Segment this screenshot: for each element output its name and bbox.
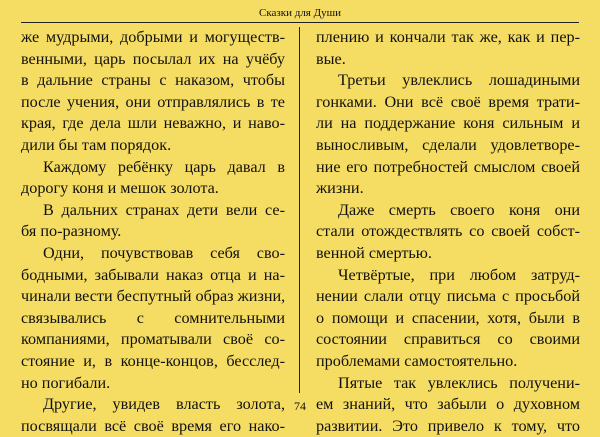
text-line: ние его потребностей смыслом своей xyxy=(316,157,580,176)
text-line: венной смертью. xyxy=(316,243,432,262)
text-line: стали отождествлять со своей собст- xyxy=(316,222,580,241)
text-line: дорогу коня и мешок золота. xyxy=(21,179,219,198)
text-line: состоянии справиться со своими xyxy=(316,330,580,349)
text-line: развитии. Это привело к тому, что xyxy=(316,416,580,435)
text-line: вые. xyxy=(316,49,346,68)
text-line: Пятые так увлеклись получени- xyxy=(338,373,580,392)
text-line: связывались с сомнительными xyxy=(21,308,285,327)
text-line: ли на поддержание коня сильным и xyxy=(316,114,580,133)
text-line: дили бы там порядок. xyxy=(21,135,172,154)
text-line: Каждому ребёнку царь давал в xyxy=(43,157,285,176)
text-line: Одни, почувствовав себя сво- xyxy=(43,243,285,262)
text-line: Третьи увлеклись лошадиными xyxy=(338,71,580,90)
text-line: компаниями, проматывали своё со- xyxy=(21,330,285,349)
text-line: чинали вести беспутный образ жизни, xyxy=(21,287,285,306)
text-line: В дальних странах дети вели се- xyxy=(43,200,285,219)
text-line: ем знаний, что забыли о духовном xyxy=(316,395,580,414)
text-line: бя по-разному. xyxy=(21,222,122,241)
text-line: венными, царь посылал их на учёбу xyxy=(21,49,285,68)
text-line: стояние и, в конце-концов, бесслед- xyxy=(21,351,285,370)
text-line: выносливым, сделали удовлетворе- xyxy=(316,135,580,154)
text-line: плению и кончали так же, как и пер- xyxy=(316,28,580,46)
left-text-column xyxy=(21,27,285,437)
text-line: бодными, забывали наказ отца и на- xyxy=(21,265,285,284)
text-line: же мудрыми, добрыми и могуществ- xyxy=(21,28,285,46)
text-line: Другие, увидев власть золота, xyxy=(43,395,285,414)
text-line: но погибали. xyxy=(21,373,111,392)
running-head: Сказки для Души xyxy=(259,7,341,19)
text-line: края, где дела шли неважно, и наво- xyxy=(21,114,285,133)
text-line: после учения, они отправлялись в те xyxy=(21,92,285,111)
column-divider xyxy=(299,27,300,393)
text-line: в дальние страны с наказом, чтобы xyxy=(21,71,285,90)
text-line: нении слали отцу письма с просьбой xyxy=(316,287,580,306)
text-line: Даже смерть своего коня они xyxy=(338,200,580,219)
text-line: жизни. xyxy=(316,179,364,198)
header-rule xyxy=(21,22,579,23)
page-number: 74 xyxy=(294,399,306,413)
right-text-column xyxy=(316,27,580,437)
text-line: гонками. Они всё своё время трати- xyxy=(316,92,580,111)
text-line: о помощи и спасении, хотя, были в xyxy=(316,308,580,327)
text-line: проблемами самостоятельно. xyxy=(316,351,518,370)
text-line: Четвёртые, при любом затруд- xyxy=(338,265,580,284)
text-line: посвящали всё своё время его нако- xyxy=(21,416,285,435)
